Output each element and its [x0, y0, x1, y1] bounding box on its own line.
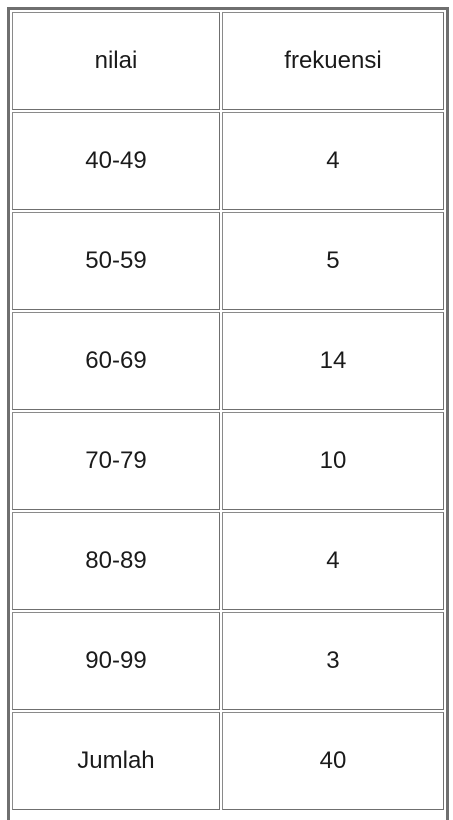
- cell-nilai: 50-59: [12, 212, 220, 310]
- table-row: [12, 312, 444, 410]
- cell-frekuensi: 14: [222, 312, 444, 410]
- cell-frekuensi: 5: [222, 212, 444, 310]
- table-row: [12, 412, 444, 510]
- cell-frekuensi: 10: [222, 412, 444, 510]
- cell-nilai: 40-49: [12, 112, 220, 210]
- cell-frekuensi: 4: [222, 112, 444, 210]
- cell-nilai: 90-99: [12, 612, 220, 710]
- table-header-row: [12, 12, 444, 110]
- table-row: [12, 112, 444, 210]
- cell-frekuensi: 4: [222, 512, 444, 610]
- table-total-row: [12, 712, 444, 810]
- table-row: [12, 612, 444, 710]
- total-label: Jumlah: [12, 712, 220, 810]
- header-nilai: nilai: [12, 12, 220, 110]
- cell-nilai: 70-79: [12, 412, 220, 510]
- table-row: [12, 512, 444, 610]
- total-value: 40: [222, 712, 444, 810]
- header-frekuensi: frekuensi: [222, 12, 444, 110]
- cell-frekuensi: 3: [222, 612, 444, 710]
- frequency-table-frame: [7, 7, 449, 820]
- frequency-table: [10, 10, 446, 812]
- table-row: [12, 212, 444, 310]
- cell-nilai: 60-69: [12, 312, 220, 410]
- cell-nilai: 80-89: [12, 512, 220, 610]
